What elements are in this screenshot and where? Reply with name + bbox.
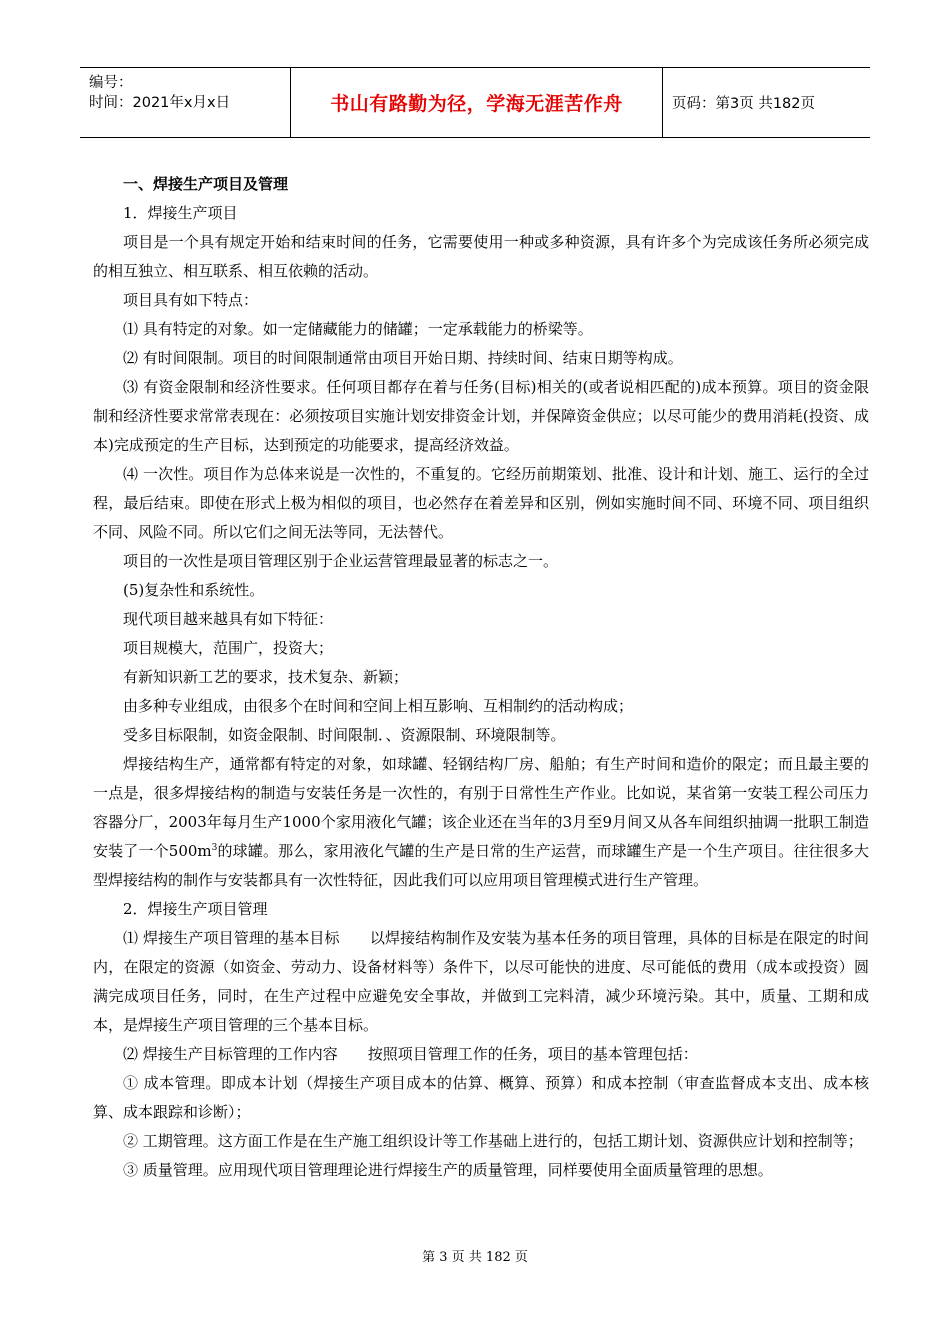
list-item: 受多目标限制，如资金限制、时间限制．、资源限制、环境限制等。 xyxy=(123,726,566,744)
paragraph-text: 焊接结构生产，通常都有特定的对象，如球罐、轻钢结构厂房、船舶；有生产时间和造价的限定；而且最主要的一点是，很多焊接结构的制造与安装任务是一次性的，有别于日常性生产作业。比如说，某省第一安装工程公司压力容器分厂，2003年每月生产1000个家用液化气罐；该企业还在当年的3月至9月间又从各车间组织抽调一批职工制造安装了一个500m xyxy=(93,755,869,860)
time-label: 时间：2021年x月x日 xyxy=(89,95,231,111)
paragraph-text: 的球罐。那么，家用液化气罐的生产是日常的生产运营，而球罐生产是一个生产项目。往往很多大型焊接结构的制作与安装都具有一次性特征，因此我们可以应用项目管理模式进行生产管理。 xyxy=(93,842,869,889)
list-item: ① 成本管理。即成本计划（焊接生产项目成本的估算、概算、预算）和成本控制（审查监督成本支出、成本核算、成本跟踪和诊断）； xyxy=(93,1074,869,1121)
paragraph: 现代项目越来越具有如下特征： xyxy=(123,610,334,628)
list-item: ⑶ 有资金限制和经济性要求。任何项目都存在着与任务(目标)相关的(或者说相匹配的)成本预算。项目的资金限制和经济性要求常常表现在：必须按项目实施计划安排资金计划，并保障资金供应；以尽可能少的费用消耗(投资、成本)完成预定的生产目标，达到预定的功能要求，提高经济效益。 xyxy=(93,378,869,454)
header-motto: 书山有路勤为径，学海无涯苦作舟 xyxy=(291,68,663,137)
subsection-heading: 2．焊接生产项目管理 xyxy=(123,900,268,918)
superscript: 3 xyxy=(211,843,218,853)
list-item: 由多种专业组成，由很多个在时间和空间上相互影响、互相制约的活动构成； xyxy=(123,697,634,715)
page-footer: 第 3 页 共 182 页 xyxy=(422,1250,528,1265)
list-item: ⑷ 一次性。项目作为总体来说是一次性的，不重复的。它经历前期策划、批准、设计和计划、施工、运行的全过程，最后结束。即使在形式上极为相似的项目，也必然存在着差异和区别，例如实施时间不同、环境不同、项目组织不同、风险不同。所以它们之间无法等同，无法替代。 xyxy=(93,465,869,541)
paragraph: 项目是一个具有规定开始和结束时间的任务，它需要使用一种或多种资源，具有许多个为完成该任务所必须完成的相互独立、相互联系、相互依赖的活动。 xyxy=(93,233,869,280)
list-item: (5)复杂性和系统性。 xyxy=(123,581,265,599)
paragraph: ⑴ 焊接生产项目管理的基本目标 以焊接结构制作及安装为基本任务的项目管理，具体的目标是在限定的时间内，在限定的资源（如资金、劳动力、设备材料等）条件下，以尽可能快的进度、尽可能低的费用（成本或投资）圆满完成项目任务，同时，在生产过程中应避免安全事故，并做到工完料清，减少环境污染。其中，质量、工期和成本，是焊接生产项目管理的三个基本目标。 xyxy=(93,929,869,1034)
subsection-heading: 1．焊接生产项目 xyxy=(123,204,238,222)
document-header xyxy=(80,67,870,138)
paragraph: 项目的一次性是项目管理区别于企业运营管理最显著的标志之一。 xyxy=(123,552,559,570)
paragraph: 项目具有如下特点： xyxy=(123,291,259,309)
paragraph: ⑵ 焊接生产目标管理的工作内容 按照项目管理工作的任务，项目的基本管理包括： xyxy=(123,1045,698,1063)
list-item: ③ 质量管理。应用现代项目管理理论进行焊接生产的质量管理，同样要使用全面质量管理的思想。 xyxy=(123,1161,773,1179)
document-body xyxy=(93,170,869,1185)
header-meta xyxy=(80,68,291,137)
section-heading: 一、焊接生产项目及管理 xyxy=(123,175,289,193)
header-page-label: 页码：第3页 共182页 xyxy=(672,96,816,112)
list-item: ⑴ 具有特定的对象。如一定储藏能力的储罐；一定承载能力的桥梁等。 xyxy=(123,320,593,338)
list-item: ⑵ 有时间限制。项目的时间限制通常由项目开始日期、持续时间、结束日期等构成。 xyxy=(123,349,683,367)
number-label: 编号： xyxy=(89,75,133,91)
list-item: 项目规模大，范围广，投资大； xyxy=(123,639,334,657)
list-item: ② 工期管理。这方面工作是在生产施工组织设计等工作基础上进行的，包括工期计划、资源供应计划和控制等； xyxy=(123,1132,863,1150)
paragraph xyxy=(93,750,869,895)
list-item: 有新知识新工艺的要求，技术复杂、新颖； xyxy=(123,668,409,686)
